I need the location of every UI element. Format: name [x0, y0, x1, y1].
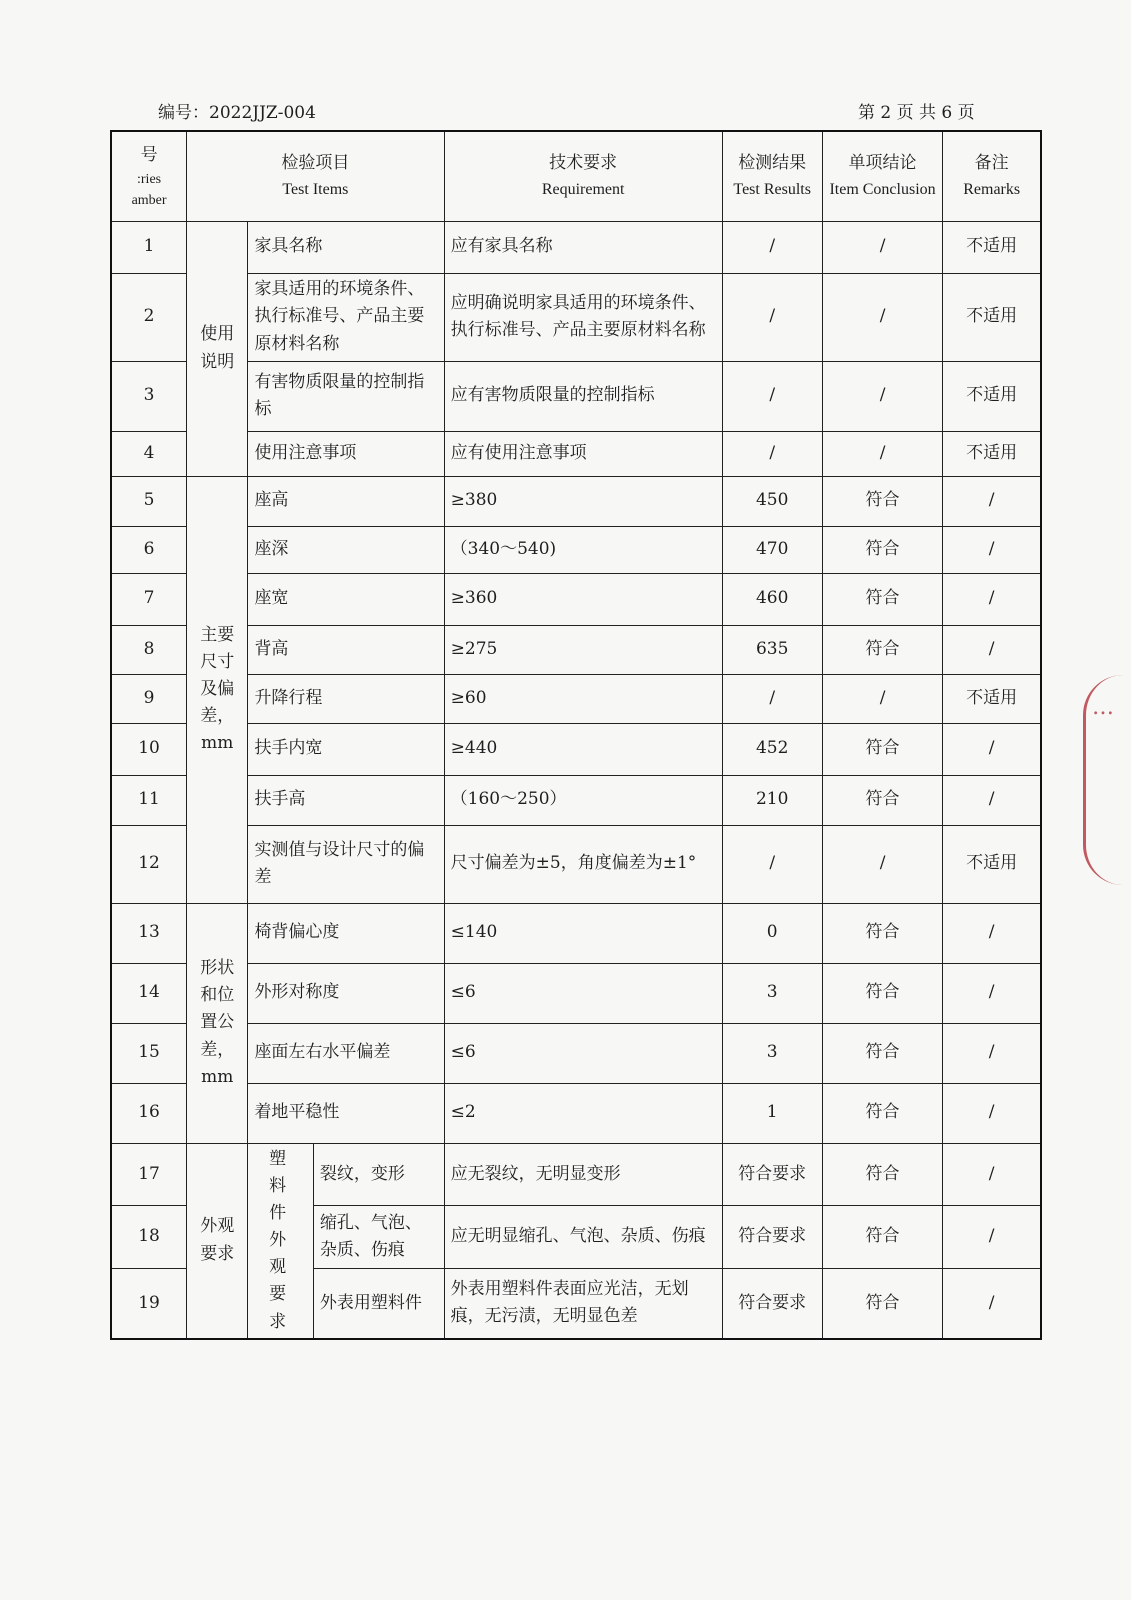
requirement: ≥380 — [444, 476, 722, 526]
result: 635 — [722, 625, 822, 674]
table-row — [111, 221, 1041, 273]
col-header-number: 号 :ries amber — [111, 131, 187, 221]
conclusion: 符合 — [822, 573, 943, 625]
remark: 不适用 — [943, 221, 1041, 273]
conclusion: 符合 — [822, 1143, 943, 1206]
row-number: 10 — [111, 723, 187, 775]
test-item: 家具名称 — [248, 221, 444, 273]
page-indicator: 第 2 页 共 6 页 — [858, 103, 975, 123]
requirement: （340～540) — [444, 526, 722, 573]
remark: / — [943, 573, 1041, 625]
remark: 不适用 — [943, 273, 1041, 361]
remark: / — [943, 526, 1041, 573]
remark: / — [943, 1268, 1041, 1339]
row-number: 13 — [111, 903, 187, 963]
result: 460 — [722, 573, 822, 625]
remark: / — [943, 625, 1041, 674]
table-header-row — [111, 131, 1041, 221]
row-number: 8 — [111, 625, 187, 674]
result: 470 — [722, 526, 822, 573]
result: 450 — [722, 476, 822, 526]
col-header-conclusion: 单项结论 Item Conclusion — [822, 131, 943, 221]
test-item: 使用注意事项 — [248, 431, 444, 476]
result: 210 — [722, 775, 822, 825]
row-number: 2 — [111, 273, 187, 361]
conclusion: 符合 — [822, 775, 943, 825]
row-number: 6 — [111, 526, 187, 573]
conclusion: 符合 — [822, 526, 943, 573]
test-item: 有害物质限量的控制指标 — [248, 361, 444, 431]
result: / — [722, 273, 822, 361]
requirement: 应无明显缩孔、气泡、杂质、伤痕 — [444, 1206, 722, 1269]
conclusion: / — [822, 674, 943, 723]
conclusion: 符合 — [822, 903, 943, 963]
result: / — [722, 221, 822, 273]
remark: / — [943, 1143, 1041, 1206]
test-item: 着地平稳性 — [248, 1083, 444, 1143]
table-row — [111, 625, 1041, 674]
col-header-remarks: 备注 Remarks — [943, 131, 1041, 221]
category-appearance: 外观要求 — [187, 1143, 248, 1339]
conclusion: 符合 — [822, 625, 943, 674]
test-item: 实测值与设计尺寸的偏差 — [248, 825, 444, 903]
conclusion: / — [822, 273, 943, 361]
requirement: ≤6 — [444, 963, 722, 1023]
conclusion: / — [822, 431, 943, 476]
requirement: ≤6 — [444, 1023, 722, 1083]
row-number: 19 — [111, 1268, 187, 1339]
result: 符合要求 — [722, 1206, 822, 1269]
category-dimensions: 主要尺寸及偏差，mm — [187, 476, 248, 903]
remark: 不适用 — [943, 674, 1041, 723]
table-row — [111, 476, 1041, 526]
conclusion: / — [822, 825, 943, 903]
conclusion: 符合 — [822, 1023, 943, 1083]
table-row — [111, 1083, 1041, 1143]
result: 452 — [722, 723, 822, 775]
category-usage: 使用说明 — [187, 221, 248, 476]
test-item: 家具适用的环境条件、执行标准号、产品主要原材料名称 — [248, 273, 444, 361]
test-item: 椅背偏心度 — [248, 903, 444, 963]
row-number: 4 — [111, 431, 187, 476]
test-item: 扶手内宽 — [248, 723, 444, 775]
remark: / — [943, 903, 1041, 963]
requirement: （160～250） — [444, 775, 722, 825]
remark: 不适用 — [943, 431, 1041, 476]
remark: / — [943, 963, 1041, 1023]
row-number: 5 — [111, 476, 187, 526]
requirement: 应有家具名称 — [444, 221, 722, 273]
row-number: 17 — [111, 1143, 187, 1206]
col-header-test-items: 检验项目 Test Items — [187, 131, 445, 221]
result: / — [722, 825, 822, 903]
result: / — [722, 674, 822, 723]
conclusion: / — [822, 221, 943, 273]
test-item: 座高 — [248, 476, 444, 526]
requirement: 应明确说明家具适用的环境条件、执行标准号、产品主要原材料名称 — [444, 273, 722, 361]
requirement: 应有害物质限量的控制指标 — [444, 361, 722, 431]
conclusion: 符合 — [822, 723, 943, 775]
table-row — [111, 573, 1041, 625]
test-item: 扶手高 — [248, 775, 444, 825]
table-row — [111, 526, 1041, 573]
table-row — [111, 775, 1041, 825]
col-header-requirement: 技术要求 Requirement — [444, 131, 722, 221]
red-seal-stamp: … — [1083, 675, 1123, 885]
result: / — [722, 361, 822, 431]
requirement: ≤140 — [444, 903, 722, 963]
result: 符合要求 — [722, 1268, 822, 1339]
test-item: 缩孔、气泡、杂质、伤痕 — [313, 1206, 444, 1269]
row-number: 7 — [111, 573, 187, 625]
table-row — [111, 825, 1041, 903]
table-row — [111, 1023, 1041, 1083]
remark: / — [943, 723, 1041, 775]
test-item: 座深 — [248, 526, 444, 573]
table-row — [111, 361, 1041, 431]
row-number: 18 — [111, 1206, 187, 1269]
category-shape: 形状和位置公差，mm — [187, 903, 248, 1143]
requirement: ≥440 — [444, 723, 722, 775]
result: / — [722, 431, 822, 476]
test-item: 外表用塑料件 — [313, 1268, 444, 1339]
test-item: 裂纹，变形 — [313, 1143, 444, 1206]
conclusion: 符合 — [822, 476, 943, 526]
table-row — [111, 963, 1041, 1023]
requirement: ≥60 — [444, 674, 722, 723]
remark: 不适用 — [943, 825, 1041, 903]
remark: 不适用 — [943, 361, 1041, 431]
row-number: 1 — [111, 221, 187, 273]
col-header-results: 检测结果 Test Results — [722, 131, 822, 221]
requirement: ≤2 — [444, 1083, 722, 1143]
table-row — [111, 1143, 1041, 1206]
requirement: 尺寸偏差为±5，角度偏差为±1° — [444, 825, 722, 903]
conclusion: / — [822, 361, 943, 431]
row-number: 3 — [111, 361, 187, 431]
table-row — [111, 903, 1041, 963]
table-row — [111, 273, 1041, 361]
result: 3 — [722, 1023, 822, 1083]
table-row — [111, 674, 1041, 723]
document-number: 编号：2022JJZ-004 — [158, 103, 316, 123]
remark: / — [943, 1023, 1041, 1083]
conclusion: 符合 — [822, 1206, 943, 1269]
requirement: 应无裂纹，无明显变形 — [444, 1143, 722, 1206]
row-number: 14 — [111, 963, 187, 1023]
remark: / — [943, 1206, 1041, 1269]
requirement: ≥360 — [444, 573, 722, 625]
row-number: 16 — [111, 1083, 187, 1143]
conclusion: 符合 — [822, 1083, 943, 1143]
requirement: 外表用塑料件表面应光洁，无划痕，无污渍，无明显色差 — [444, 1268, 722, 1339]
inspection-table — [110, 130, 1042, 1340]
table-row — [111, 431, 1041, 476]
table-row — [111, 723, 1041, 775]
test-item: 升降行程 — [248, 674, 444, 723]
conclusion: 符合 — [822, 963, 943, 1023]
conclusion: 符合 — [822, 1268, 943, 1339]
row-number: 12 — [111, 825, 187, 903]
requirement: 应有使用注意事项 — [444, 431, 722, 476]
remark: / — [943, 775, 1041, 825]
result: 3 — [722, 963, 822, 1023]
result: 0 — [722, 903, 822, 963]
row-number: 11 — [111, 775, 187, 825]
result: 符合要求 — [722, 1143, 822, 1206]
test-item: 外形对称度 — [248, 963, 444, 1023]
test-item: 座宽 — [248, 573, 444, 625]
result: 1 — [722, 1083, 822, 1143]
remark: / — [943, 476, 1041, 526]
row-number: 15 — [111, 1023, 187, 1083]
remark: / — [943, 1083, 1041, 1143]
test-item: 座面左右水平偏差 — [248, 1023, 444, 1083]
requirement: ≥275 — [444, 625, 722, 674]
test-item: 背高 — [248, 625, 444, 674]
subcategory-plastic: 塑料件外观要求 — [248, 1143, 313, 1339]
row-number: 9 — [111, 674, 187, 723]
